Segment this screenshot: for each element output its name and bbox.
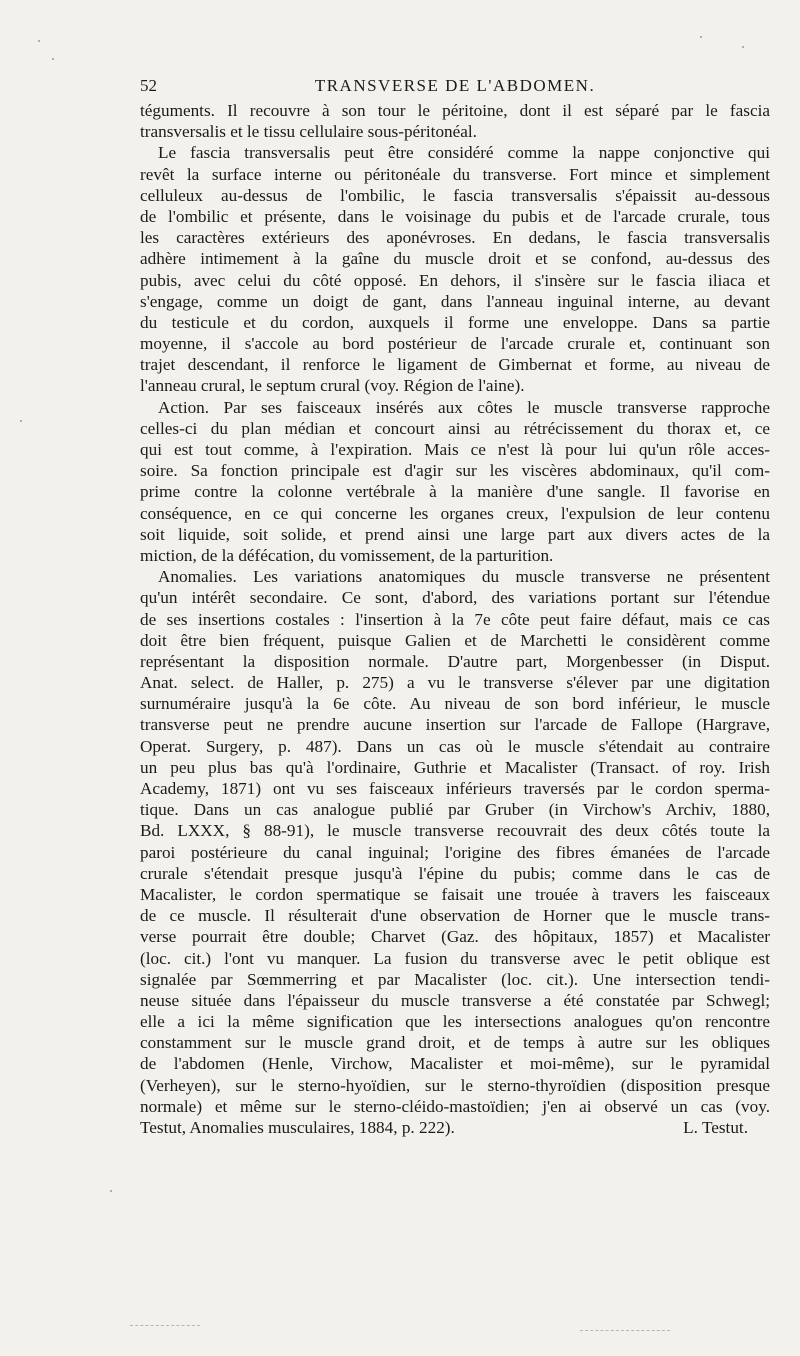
text-line: de l'ombilic et présente, dans le voisinage du pubis et de l'arcade crurale, tous — [140, 206, 770, 226]
scan-speck — [110, 1190, 112, 1192]
text-line: constamment sur le muscle grand droit, et de temps à autre sur les obliques — [140, 1033, 770, 1053]
text-line: un peu plus bas qu'à l'ordinaire, Guthrie et Macalister (Transact. of roy. Irish — [140, 757, 770, 777]
text-line: pubis, avec celui du côté opposé. En dehors, il s'insère sur le fascia iliaca et — [140, 270, 770, 290]
text-line: s'engage, comme un doigt de gant, dans l'anneau inguinal interne, au devant — [140, 291, 770, 311]
text-line: transverse peut ne prendre aucune insertion sur l'arcade de Fallope (Hargrave, — [140, 715, 770, 735]
running-header — [140, 74, 770, 98]
text-line: tique. Dans un cas analogue publié par Gruber (in Virchow's Archiv, 1880, — [140, 800, 770, 820]
text-line: du testicule et du cordon, auxquels il forme une enveloppe. Dans sa partie — [140, 312, 770, 332]
text-line: les caractères extérieurs des aponévroses. En dedans, le fascia transversalis — [140, 228, 770, 248]
text-line: moyenne, il s'accole au bord postérieur de l'arcade crurale et, continuant son — [140, 334, 770, 354]
text-line: qui est tout comme, à l'expiration. Mais ce n'est là pour lui qu'un rôle acces- — [140, 440, 770, 459]
author-signature: L. Testut. — [683, 1118, 748, 1137]
running-title: TRANSVERSE DE L'ABDOMEN. — [314, 76, 596, 95]
text-line: doit être bien fréquent, puisque Galien et de Marchetti le considèrent comme — [140, 630, 770, 650]
text-line: conséquence, en ce qui concerne les organes creux, l'expulsion de leur contenu — [140, 503, 770, 523]
text-line: Macalister, le cordon spermatique se faisait une trouée à travers les faisceaux — [140, 884, 770, 904]
text-line: Operat. Surgery, p. 487). Dans un cas où le muscle s'étendait au contraire — [140, 736, 770, 756]
text-line: (loc. cit.) l'ont vu manquer. La fusion du transverse avec le petit oblique est — [140, 948, 770, 968]
page-number: 52 — [140, 76, 157, 95]
text-line: qu'un intérêt secondaire. Ce sont, d'abord, des variations portant sur l'étendue — [140, 588, 770, 608]
scan-speck — [700, 36, 702, 38]
text-line: l'anneau crural, le septum crural (voy. Région de l'aine). — [140, 376, 525, 396]
scan-speck — [52, 58, 54, 60]
text-line: celles-ci du plan médian et concourt ainsi au rétrécissement du thorax et, ce — [140, 418, 770, 438]
text-line: prime contre la colonne vertébrale à la manière d'une sangle. Il favorise en — [140, 482, 770, 502]
body-text — [140, 100, 770, 1138]
text-line: signalée par Sœmmerring et par Macalister (loc. cit.). Une intersection tendi- — [140, 969, 770, 989]
text-line: transversalis et le tissu cellulaire sous-péritonéal. — [140, 122, 477, 142]
text-line: neuse située dans l'épaisseur du muscle transverse a été constatée par Schwegl; — [140, 990, 770, 1010]
text-line: adhère intimement à la gaîne du muscle droit et se confond, au-dessus des — [140, 249, 770, 269]
text-line: Le fascia transversalis peut être considéré comme la nappe conjonctive qui — [158, 143, 770, 163]
text-line: de ses insertions costales : l'insertion à la 7e côte peut faire défaut, mais ce cas — [140, 609, 770, 629]
text-line: soit liquide, soit solide, et prend ainsi une large part aux divers actes de la — [140, 524, 770, 544]
text-line: verse pourrait être double; Charvet (Gaz. des hôpitaux, 1857) et Macalister — [140, 927, 770, 947]
text-line: téguments. Il recouvre à son tour le péritoine, dont il est séparé par le fascia — [140, 101, 770, 120]
text-line: Action. Par ses faisceaux insérés aux côtes le muscle transverse rapproche — [158, 397, 770, 417]
text-line: revêt la surface interne ou péritonéale du transverse. Fort mince et simplement — [140, 164, 770, 184]
scan-edge-mark — [580, 1330, 670, 1331]
text-line: de l'abdomen (Henle, Virchow, Macalister et moi-même), sur le pyramidal — [140, 1054, 770, 1074]
text-line: trajet descendant, il renforce le ligament de Gimbernat et forme, au niveau de — [140, 355, 770, 375]
closing-line — [140, 1117, 770, 1138]
text-line: soire. Sa fonction principale est d'agir sur les viscères abdominaux, qu'il com- — [140, 461, 770, 481]
text-line: représentant la disposition normale. D'autre part, Morgenbesser (in Disput. — [140, 651, 770, 671]
text-line: elle a ici la même signification que les intersections analogues qu'on rencontre — [140, 1012, 770, 1032]
scan-edge-mark — [130, 1325, 200, 1326]
text-line: Anat. select. de Haller, p. 275) a vu le transverse s'élever par une digitation — [140, 673, 770, 693]
scan-speck — [742, 46, 744, 48]
text-line: Testut, Anomalies musculaires, 1884, p. 222). — [140, 1118, 455, 1137]
text-line: surnuméraire jusqu'à la 6e côte. Au niveau de son bord inférieur, le muscle — [140, 694, 770, 714]
text-line: celluleux au-dessus de l'ombilic, le fascia transversalis s'épaissit au-dessous — [140, 185, 770, 205]
text-line: Bd. LXXX, § 88-91), le muscle transverse recouvrait des deux côtés toute la — [140, 821, 770, 841]
scan-speck — [38, 40, 40, 42]
text-line: Academy, 1871) ont vu ses faisceaux inférieurs traversés par le cordon sperma- — [140, 779, 770, 798]
text-line: normale) et même sur le sterno-cléido-mastoïdien; j'en ai observé un cas (voy. — [140, 1096, 770, 1116]
text-line: miction, de la défécation, du vomissement, de la parturition. — [140, 545, 554, 565]
scan-speck — [20, 420, 22, 422]
text-line: Anomalies. Les variations anatomiques du muscle transverse ne présentent — [158, 567, 770, 587]
text-line: paroi postérieure du canal inguinal; l'origine des fibres émanées de l'arcade — [140, 842, 770, 862]
text-line: (Verheyen), sur le sterno-hyoïdien, sur le sterno-thyroïdien (disposition presque — [140, 1075, 770, 1095]
text-line: crurale s'étendait presque jusqu'à l'épine du pubis; comme dans le cas de — [140, 863, 770, 883]
text-line: de ce muscle. Il résulterait d'une observation de Horner que le muscle trans- — [140, 906, 770, 926]
